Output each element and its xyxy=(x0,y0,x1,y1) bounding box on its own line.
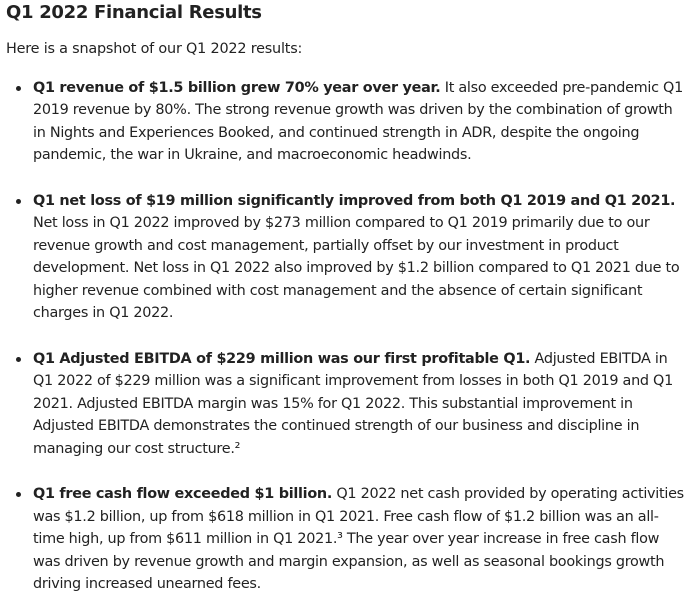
bullet-heading: Q1 free cash flow exceeded $1 billion. xyxy=(33,486,333,502)
intro-text: Here is a snapshot of our Q1 2022 results: xyxy=(6,41,303,57)
list-item-free-cash-flow xyxy=(6,483,686,596)
bullet-dot xyxy=(16,357,21,362)
page-title: Q1 2022 Financial Results xyxy=(6,2,262,23)
results-list xyxy=(6,77,686,596)
bullet-body: It also exceeded pre-pandemic Q1 2019 revenue by 80%. The strong revenue growth was driven by the combination of growth in Nights and Experiences Booked, and continued strength in ADR, despite the ongoing pandemic, the war in Ukraine, and macroeconomic headwinds. xyxy=(33,79,683,163)
bullet-dot xyxy=(16,199,21,204)
list-item-revenue xyxy=(6,77,686,167)
list-item-adjusted-ebitda xyxy=(6,348,686,461)
bullet-body: Net loss in Q1 2022 improved by $273 million compared to Q1 2019 primarily due to our revenue growth and cost management, partially offset by our investment in product development. Net loss in Q1 2022 also improved by $1.2 billion compared to Q1 2021 due to higher revenue combined with cost management and the absence of certain significant charges in Q1 2022. xyxy=(33,215,680,321)
list-item-net-loss xyxy=(6,190,686,325)
bullet-dot xyxy=(16,86,21,91)
bullet-heading: Q1 Adjusted EBITDA of $229 million was our first profitable Q1. xyxy=(33,350,531,367)
bullet-heading: Q1 revenue of $1.5 billion grew 70% year over year. xyxy=(33,79,441,96)
bullet-body: Q1 2022 net cash provided by operating activities was $1.2 billion, up from $618 million in Q1 2021. Free cash flow of $1.2 billion was an all-time high, up from $611 million in Q1 2021.³ The year over year increase in free cash flow was driven by revenue growth and margin expansion, as well as seasonal bookings growth driving increased unearned fees. xyxy=(33,486,684,592)
bullet-dot xyxy=(16,492,21,497)
bullet-body: Adjusted EBITDA in Q1 2022 of $229 million was a significant improvement from losses in both Q1 2019 and Q1 2021. Adjusted EBITDA margin was 15% for Q1 2022. This substantial improvement in Adjusted EBITDA demonstrates the continued strength of our business and discipline in managing our cost structure.² xyxy=(33,350,673,457)
bullet-heading: Q1 net loss of $19 million significantly improved from both Q1 2019 and Q1 2021. xyxy=(33,192,676,209)
